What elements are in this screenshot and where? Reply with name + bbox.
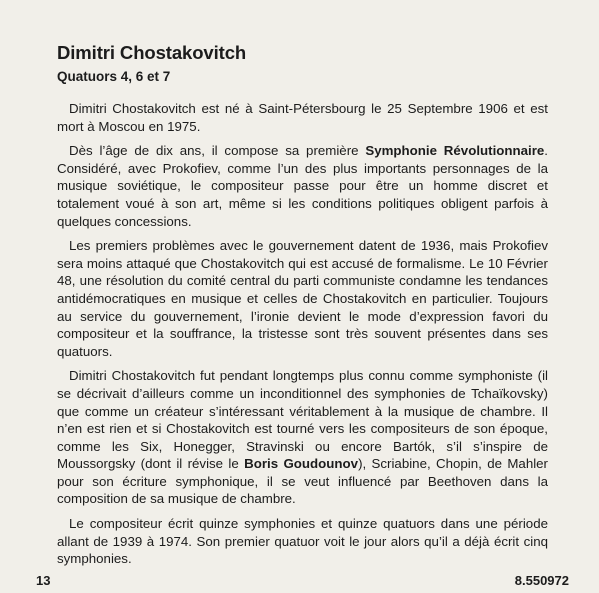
paragraph-1 [57,100,548,135]
symphony-title: Symphonie Révolutionnaire [365,143,545,159]
article-body [57,100,548,575]
paragraph-2 [57,142,548,230]
paragraph-4-text-b: ), Scriabine, Chopin, de Mahler pour son écriture symphonique, il se veut influencé par Beethoven dans la composition de sa musique de chambre. [57,456,548,507]
paragraph-4 [57,367,548,508]
paragraph-3-text: Les premiers problèmes avec le gouvernement datent de 1936, mais Prokofiev sera moins attaqué que Chostakovitch qui est accusé de formalisme. Le 10 Février 48, une résolution du comité central du parti communiste condamne les tendances antidémocratiques en musique et celles de Chostakovitch en particulier. Toujours au service du gouvernement, l’ironie devient le mode d’expression favori du compositeur et la souffrance, la tristesse sont très souvent présentes dans ses quatuors. [57,238,548,359]
page-subtitle: Quatuors 4, 6 et 7 [57,69,171,84]
opera-title: Boris Goudounov [244,456,359,472]
page-title: Dimitri Chostakovitch [57,42,247,63]
paragraph-5 [57,515,548,568]
paragraph-4-text-a: Dimitri Chostakovitch fut pendant longtemps plus connu comme symphoniste (il se décrivait d’ailleurs comme un inconditionnel des symphonies de Tchaïkovsky) que comme un créateur s’intéressant véritablement à la musique de chambre. Il n’en est rien et si Chostakovitch est tourné vers les compositeurs de son époque, comme les Six, Honegger, Stravinski ou encore Bartók, s’il s’inspire de Moussorgsky (dont il révise le [57,368,548,472]
paragraph-2-text-a: Dès l’âge de dix ans, il compose sa première [69,143,366,159]
paragraph-5-text: Le compositeur écrit quinze symphonies et quinze quatuors dans une période allant de 1939 à 1974. Son premier quatuor voit le jour alors qu’il a déjà écrit cinq symphonies. [57,516,548,567]
paragraph-2-text-b: . Considéré, avec Prokofiev, comme l’un des plus importants personnages de la musique soviétique, le compositeur passe pour être un homme discret et totalement voué à son art, même si les conditions politiques obligent parfois à quelques concessions. [57,143,548,229]
catalog-number: 8.550972 [514,573,569,588]
paragraph-1-text: Dimitri Chostakovitch est né à Saint-Pétersbourg le 25 Septembre 1906 et est mort à Moscou en 1975. [57,101,548,134]
page-number: 13 [36,573,51,588]
paragraph-3 [57,237,548,360]
